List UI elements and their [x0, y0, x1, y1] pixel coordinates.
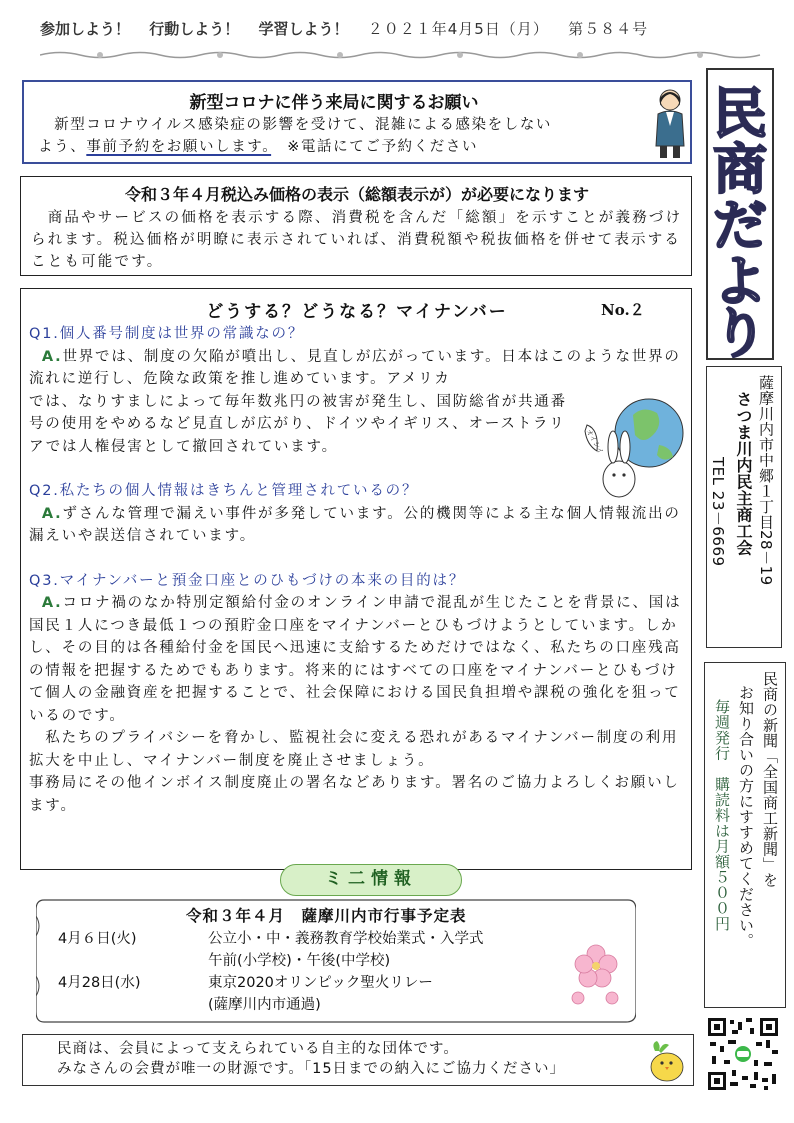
mynumber-title: どうする？どうなる？マイナンバー — [206, 302, 508, 322]
tel-label: TEL — [709, 457, 727, 486]
organization-name: さつま川内民主商工会 — [734, 391, 753, 556]
issue-number: 第５８４号 — [568, 20, 649, 38]
answer-3-text: コロナ禍のなか特別定額給付金のオンライン申請で混乱が生じたことを背景に、国は国民１人につき最低１つの預貯金口座をマイナンバーとひもづけようとしています。しかし、その目的は各種給付金を国民へ迅速に支給するためだけではなく、私たちの口座残高の情報を把握するためでもあります。将来的にはすべての口座をマイナンバーとひもづけて個人の金融資産を把握することで、社会保障における国民負担増や課税の強化を狙っているのです。 — [29, 595, 682, 724]
masthead-char-1: 民 — [713, 82, 767, 145]
corona-body — [38, 114, 648, 158]
tax-body: 商品やサービスの価格を表示する際、消費税を含んだ「総額」を示すことが義務づけられます。税込価格が明瞭に表示されていれば、消費税額や税抜価格を併せて表示することも可能です。 — [31, 210, 683, 270]
qr-code[interactable] — [706, 1016, 780, 1092]
event-text: 東京2020オリンピック聖火リレー — [208, 975, 433, 991]
question-3: Q3.マイナンバーと預金口座とのひもづけの本来の目的は？ — [29, 572, 466, 589]
corona-notice — [22, 80, 692, 164]
globe-rabbit-illustration — [573, 395, 685, 503]
answer-1a — [29, 346, 687, 391]
answer-mark: A. — [41, 348, 63, 365]
note-text — [57, 1039, 565, 1079]
answer-1-text-a: 世界では、制度の欠陥が噴出し、見直しが広がっています。日本はこのような世界の流れに逆行し、危険な政策を推し進めています。アメリカ — [29, 348, 681, 387]
answer-1b: では、なりすましによって毎年数兆円の被害が発生し、国防総省が共通番号の使用をやめるなど見直しが広がり、ドイツやイギリス、オーストラリアでは人権侵害として撤回されています。 — [29, 393, 567, 455]
promo-line-3: 毎週発行 購読料は月額５００円 — [713, 699, 731, 932]
corona-line-2 — [38, 136, 648, 158]
answer-mark: A. — [41, 595, 63, 611]
schedule-row — [58, 972, 433, 994]
phone-note: ※電話にてご予約ください — [271, 139, 479, 155]
slogan-1: 参加しよう！ — [40, 20, 131, 38]
speech-bubble-text: オイシイ — [584, 428, 605, 456]
corona-title: 新型コロナに伴う来局に関するお願い — [189, 93, 479, 113]
corona-line-2a: よう、 — [38, 139, 87, 155]
masthead-char-5: り — [713, 302, 767, 358]
event-schedule — [36, 886, 636, 1026]
note-line-2: みなさんの会費が唯一の財源です。「15日までの納入にご協力ください」 — [57, 1061, 566, 1077]
promo-line-1: 民商の新聞「全国商工新聞」を — [761, 671, 779, 888]
answer-2-text: ずさんな管理で漏えい事件が多発しています。公的機関等による主な個人情報流出の漏えいや誤送信されています。 — [29, 505, 681, 544]
newsletter-header — [40, 18, 760, 46]
event-date: 4月28日(水) — [58, 975, 141, 991]
telephone — [708, 457, 729, 567]
masthead-title — [708, 70, 772, 358]
address: 薩摩川内市中郷１丁目28－19 — [757, 375, 775, 586]
receptionist-illustration — [650, 86, 690, 160]
mini-info-label: ミ二情報 — [280, 864, 462, 896]
event-text: 午前(小学校)・午後(中学校) — [208, 953, 391, 969]
chick-illustration — [643, 1037, 689, 1083]
closing-1: 私たちのプライバシーを脅かし、監視社会に変える恐れがあるマイナンバー制度の利用拡大を中止し、マイナンバー制度を廃止させましょう。 — [29, 730, 679, 769]
newspaper-promo — [704, 662, 786, 1008]
membership-note — [22, 1034, 694, 1086]
question-1: Q1.個人番号制度は世界の常識なの？ — [29, 326, 305, 342]
reservation-request: 事前予約をお願いします。 — [86, 139, 272, 155]
answer-2 — [29, 503, 687, 548]
tax-title: 令和３年４月税込み価格の表示（総額表示が）が必要になります — [124, 185, 589, 204]
decorative-divider — [40, 48, 768, 62]
issue-date: ２０２１年4月5日（月） — [367, 20, 549, 38]
slogan-3: 学習しよう！ — [258, 20, 349, 38]
tax-notice — [20, 176, 692, 276]
answer-3 — [29, 592, 687, 727]
schedule-row — [58, 928, 484, 950]
masthead — [706, 68, 774, 360]
question-2: Q2.私たちの個人情報はきちんと管理されているの？ — [29, 483, 419, 499]
masthead-char-3: だ — [713, 194, 767, 257]
event-text: (薩摩川内市通過) — [208, 997, 321, 1013]
tel-number: 23－6669 — [709, 490, 727, 567]
schedule-row — [58, 994, 321, 1016]
masthead-char-4: よ — [713, 250, 767, 313]
schedule-title: 令和３年４月 薩摩川内市行事予定表 — [186, 907, 467, 925]
event-text: 公立小・中・義務教育学校始業式・入学式 — [208, 931, 484, 947]
event-date: 4月６日(火) — [58, 931, 137, 947]
mynumber-article — [20, 288, 692, 870]
organization-info — [706, 366, 782, 648]
schedule-row — [58, 950, 390, 972]
cherry-blossom-illustration — [560, 932, 630, 1020]
answer-mark: A. — [41, 505, 63, 522]
closing-2: 事務局にその他インボイス制度廃止の署名などあります。署名のご協力よろしくお願いします。 — [29, 775, 680, 814]
corona-line-1: 新型コロナウイルス感染症の影響を受けて、混雑による感染をしない — [38, 117, 553, 133]
article-number: No.２ — [601, 301, 645, 319]
note-line-1: 民商は、会員によって支えられている自主的な団体です。 — [57, 1041, 459, 1057]
masthead-char-2: 商 — [713, 138, 767, 201]
promo-line-2: お知り合いの方にすすめてください。 — [737, 685, 755, 949]
slogan-2: 行動しよう！ — [149, 20, 240, 38]
